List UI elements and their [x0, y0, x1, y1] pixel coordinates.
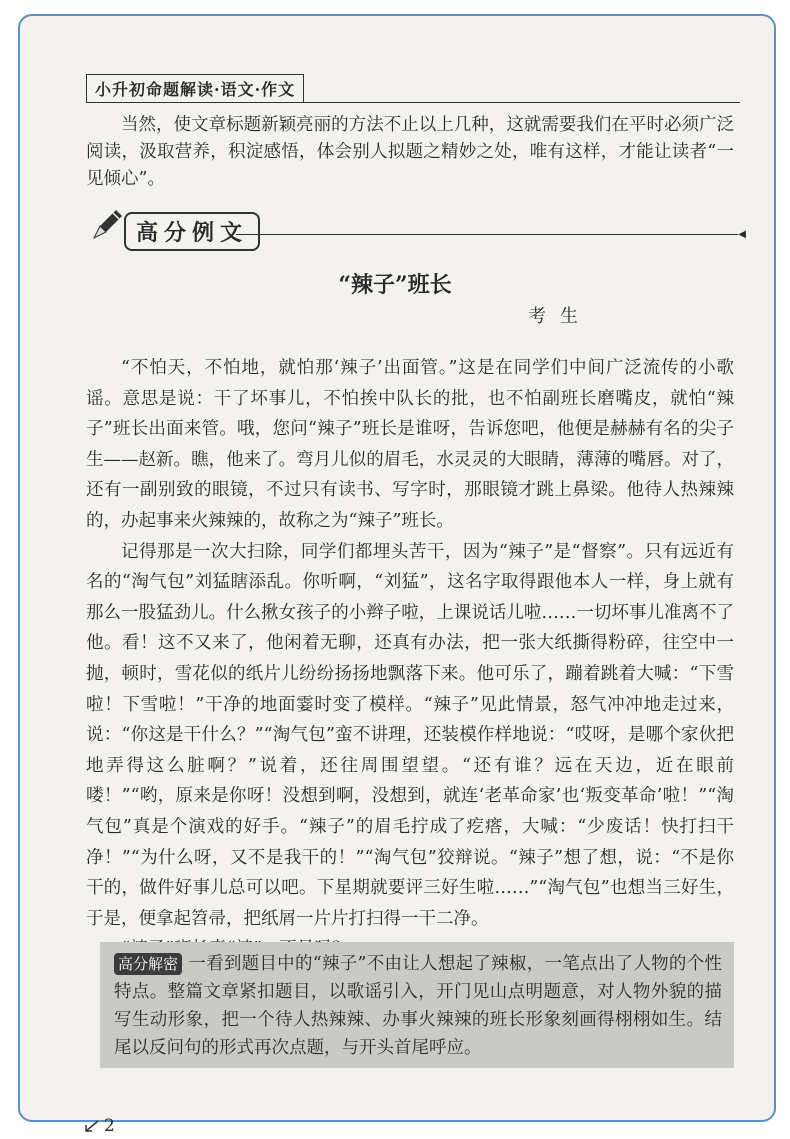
essay-paragraph-1: “不怕天，不怕地，就怕那‘辣子’出面管。”这是在同学们中间广泛流传的小歌谣。意思是说：干了坏事儿，不怕挨中队长的批，也不怕副班长磨嘴皮，就怕“辣子”班长出面来管。哦，您问“辣子”班长是谁呀，告诉您吧，他便是赫赫有名的尖子生——赵新。瞧，他来了。弯月儿似的眉毛，水灵灵的大眼睛，薄薄的嘴唇。对了，还有一副别致的眼镜，不过只有读书、写字时，那眼镜才跳上鼻梁。他待人热辣辣的，办起事来火辣辣的，故称之为“辣子”班长。 — [86, 358, 734, 531]
section-heading — [86, 204, 746, 248]
arrow-end-icon: ◀ — [738, 229, 746, 240]
essay-author: 考生 — [528, 306, 592, 327]
essay-paragraph-2: 记得那是一次大扫除，同学们都埋头苦干，因为“辣子”是“督察”。只有远近有名的“淘气包”刘猛瞎添乱。你听啊，“刘猛”，这名字取得跟他本人一样，身上就有那么一股猛劲儿。什么揪女孩子的小辫子啦，上课说话儿啦……一切坏事儿准离不了他。看！这不又来了，他闲着无聊，还真有办法，把一张大纸撕得粉碎，往空中一抛，顿时，雪花似的纸片儿纷纷扬扬地飘落下来。他可乐了，蹦着跳着大喊：“下雪啦！下雪啦！”干净的地面霎时变了模样。“辣子”见此情景，怒气冲冲地走过来，说：“你这是干什么？”“淘气包”蛮不讲理，还装模作样地说：“哎呀，是哪个家伙把地弄得这么脏啊？”说着，还往周围望望。“还有谁？远在天边，近在眼前喽！”“哟，原来是你呀！没想到啊，没想到，就连‘老革命家’也‘叛变革命’啦！”“淘气包”真是个演戏的好手。“辣子”的眉毛拧成了疙瘩，大喊：“少废话！快打扫干净！”“为什么呀，又不是我干的！”“淘气包”狡辩说。“辣子”想了想，说：“不是你干的，做件好事儿总可以吧。下星期就要评三好生啦……”“淘气包”也想当三好生，于是，便拿起笤帚，把纸屑一片片打扫得一干二净。 — [86, 541, 734, 929]
corner-arrow-icon — [84, 1119, 100, 1133]
page-number: 2 — [104, 1116, 115, 1136]
pen-icon — [86, 204, 126, 244]
analysis-text: 一看到题目中的“辣子”不由让人想起了辣椒，一笔点出了人物的个性特点。整篇文章紧扣题目，以歌谣引入，开门见山点明题意，对人物外貌的描写生动形象，把一个待人热辣辣、办事火辣辣的班长形象刻画得栩栩如生。结尾以反问句的形式再次点题，与开头首尾呼应。 — [114, 954, 722, 1058]
analysis-box — [100, 942, 734, 1068]
page-footer — [84, 1116, 115, 1136]
intro-paragraph: 当然，使文章标题新颖亮丽的方法不止以上几种，这就需要我们在平时必须广泛阅读，汲取营养，积淀感悟，体会别人拟题之精妙之处，唯有这样，才能让读者“一见倾心”。 — [86, 115, 734, 189]
section-rule — [236, 234, 738, 235]
page — [18, 14, 776, 1136]
essay-body — [86, 353, 734, 965]
section-label: 高分例文 — [124, 212, 260, 251]
essay-title: “辣子”班长 — [338, 272, 452, 298]
analysis-label: 高分解密 — [114, 953, 182, 975]
header-rule — [86, 102, 740, 103]
book-header-title: 小升初命题解读·语文·作文 — [86, 74, 304, 103]
